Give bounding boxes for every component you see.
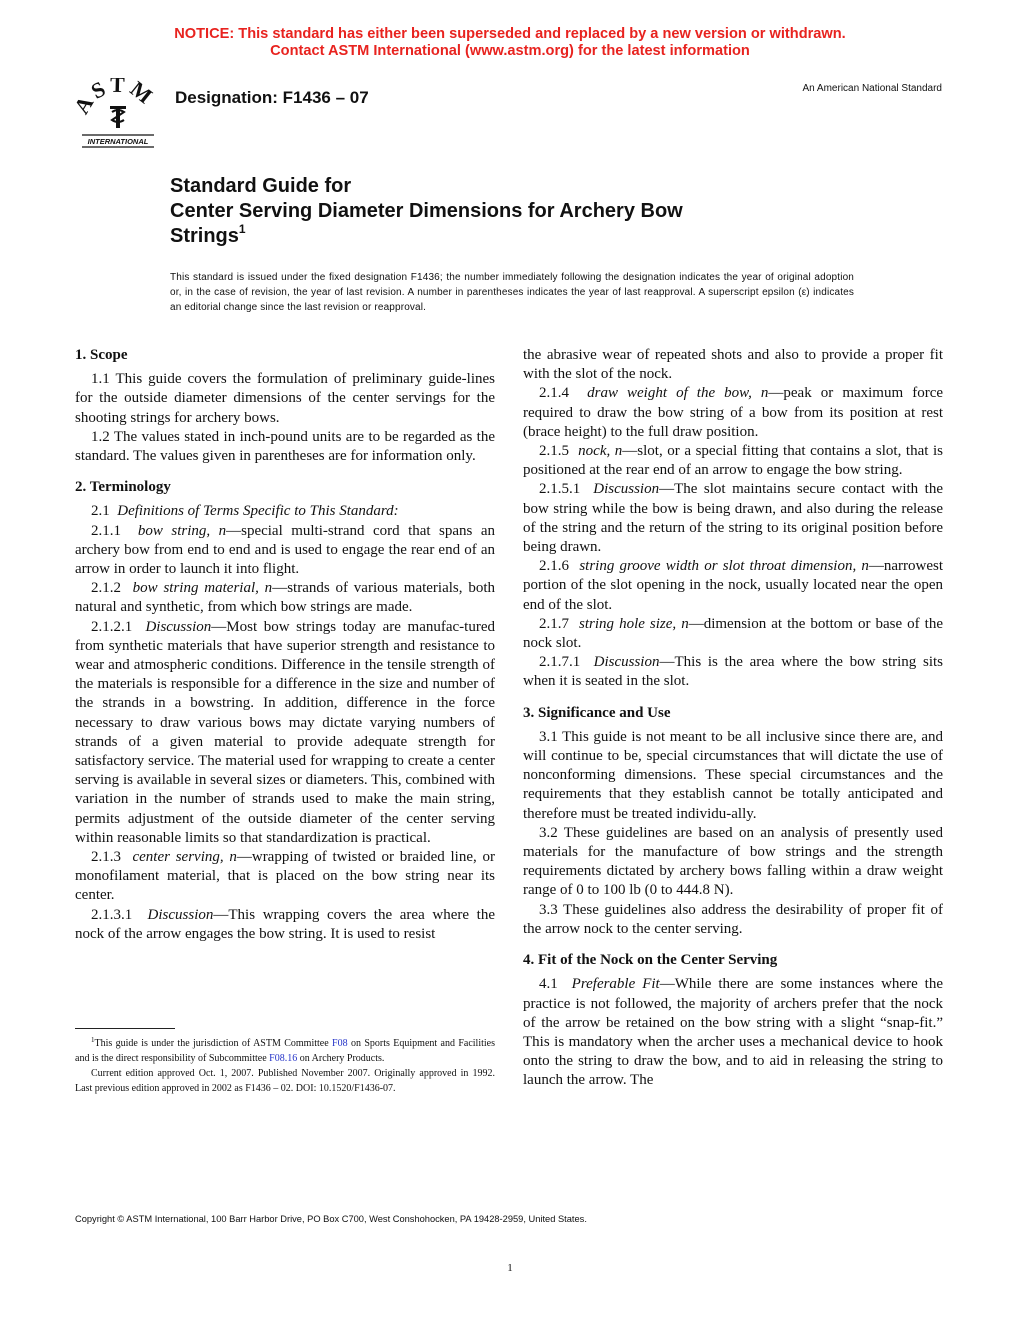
paragraph-1-2: 1.2 The values stated in inch-pound units are to be regarded as the standard. The values given in parentheses are for information only. [75,428,495,465]
document-title [170,174,870,249]
american-national-standard-label: An American National Standard [802,83,942,94]
title-line-3: Strings [170,225,239,247]
paragraph-1-1: 1.1 This guide covers the formulation of preliminary guide-lines for the outside diameter dimensions of the center servings for the shooting strings for archery bows. [75,371,495,426]
logo-text: STM [86,78,160,111]
issuance-statement: This standard is issued under the fixed designation F1436; the number immediately following the designation indicates the year of original adoption or, in the case of revision, the year of last revision. A number in parentheses indicates the year of last reapproval. A superscript epsilon (ε) indicates an editorial change since the last revision or reapproval. [170,272,854,313]
section-heading-significance: 3. Significance and Use [523,704,671,721]
footnote-1: $^1$This guide is under the jurisdiction of ASTM Committee F08 on Sports Equipment and Facilities and is the direct responsibility of Subcommittee F08.16 on Archery Products. [75,1036,496,1064]
paragraph-2-1-1: 2.1.1 bow string, n—special multi-strand cord that spans an archery bow from end to end and is used to engage the rear end of an arrow in order to launch it into flight. [75,522,496,578]
title-line-2: Center Serving Diameter Dimensions for Archery Bow [170,200,683,222]
paragraph-2-1-2-1: 2.1.2.1 Discussion—Most bow strings today are manufac-tured from synthetic materials that have superior strength and resistance to wear and atmospheric conditions. Difference in the tensile strength of the materials is responsible for a difference in the size and number of the strands in a bowstring. In addition, difference in the force necessary to draw various bows may dictate varying numbers of strands of a given material to provide adequate strength for satisfactory service. The material used for wrapping to create a center serving is available in several sizes or diameters. This, combined with variation in the number of strands used to make the main string, permits adjustment of the outside diameter of the center serving within reasonable limits so that standardization is practical. [75,618,495,846]
section-heading-fit: 4. Fit of the Nock on the Center Serving [523,952,778,969]
footnote-divider [75,1028,175,1029]
page-number: 1 [507,1262,513,1274]
paragraph-4-1: 4.1 Preferable Fit—While there are some instances where the practice is not followed, the majority of archers prefer that the nock of the arrow be retained on the bow string with a slight “snap-fit.” This is mandatory when the archer uses a mechanical device to hook onto the string to draw the bow, and to aid in releasing the string to launch the arrow. The [523,976,944,1089]
right-column [523,346,943,1091]
section-heading-terminology: 2. Terminology [75,479,171,496]
paragraph-2-1-6: 2.1.6 string groove width or slot throat dimension, n—narrowest portion of the slot opening in the nock, usually located near the open end of the slot. [523,558,944,613]
paragraph-2-1-5-1: 2.1.5.1 Discussion—The slot maintains secure contact with the bow string while the bow is being drawn, and also during the release of the string and the return of the string to its original position before being drawn. [523,481,944,556]
paragraph-2-1: 2.1 Definitions of Terms Specific to This Standard: [91,503,399,520]
logo-subtext: INTERNATIONAL [87,137,149,146]
paragraph-2-1-3-1: 2.1.3.1 Discussion—This wrapping covers the area where the nock of the arrow engages the bow string. It is used to resist [75,906,495,942]
astm-logo-icon [76,78,160,150]
footnote-edition: Current edition approved Oct. 1, 2007. Published November 2007. Originally approved in 1992. Last previous edition approved in 2002 as F1436 – 02. DOI: 10.1520/F1436-07. [75,1068,495,1094]
subcommittee-link[interactable]: F08.16 [269,1053,298,1064]
paragraph-2-1-7-1: 2.1.7.1 Discussion—This is the area where the bow string sits when it is seated in the slot. [523,654,943,690]
paragraph-2-1-2: 2.1.2 bow string material, n—strands of various materials, both natural and synthetic, from which bow strings are made. [75,580,495,616]
title-line-1: Standard Guide for [170,175,352,197]
paragraph-3-2: 3.2 These guidelines are based on an analysis of presently used materials for the manufacture of bow strings and the strength requirements dictated by archery bows falling within a draw weight range of 0 to 100 lb (0 to 444.8 N). [523,824,943,899]
paragraph-2-1-4: 2.1.4 draw weight of the bow, n—peak or maximum force required to draw the bow string of a bow from its position at rest (brace height) to the full draw position. [523,385,944,440]
copyright-notice: Copyright © ASTM International, 100 Barr Harbor Drive, PO Box C700, West Conshohocken, PA 19428-2959, United States. [75,1214,587,1224]
paragraph-3-3: 3.3 These guidelines also address the desirability of proper fit of the arrow nock to the center serving. [523,901,943,937]
left-column [75,346,495,944]
paragraph-3-1: 3.1 This guide is not meant to be all inclusive since there are, and will continue to be, special circumstances that will dictate the use of nonconforming dimensions. These special circumstances and the requirements that they establish cannot be totally anticipated and therefore must be treated individu-ally. [523,728,943,822]
notice-line-2: Contact ASTM International (www.astm.org) for the latest information [270,43,750,59]
section-heading-scope: 1. Scope [75,347,128,363]
paragraph-2-1-3-1-continued: the abrasive wear of repeated shots and also to provide a proper fit with the slot of the nock. [523,347,943,383]
paragraph-2-1-3: 2.1.3 center serving, n—wrapping of twisted or braided line, or monofilament material, that is placed on the bow string near its center. [75,849,495,904]
title-footnote-mark: 1 [238,222,246,236]
withdrawn-notice [0,26,1020,60]
committee-link[interactable]: F08 [332,1038,348,1049]
paragraph-2-1-7: 2.1.7 string hole size, n—dimension at the bottom or base of the nock slot. [523,615,943,652]
designation: Designation: F1436 – 07 [175,88,369,107]
paragraph-2-1-5: 2.1.5 nock, n—slot, or a special fitting that contains a slot, that is positioned at the rear end of an arrow to engage the bow string. [523,443,943,479]
notice-line-1: NOTICE: This standard has either been superseded and replaced by a new version or withdrawn. [174,26,846,42]
footnotes [75,1036,495,1096]
